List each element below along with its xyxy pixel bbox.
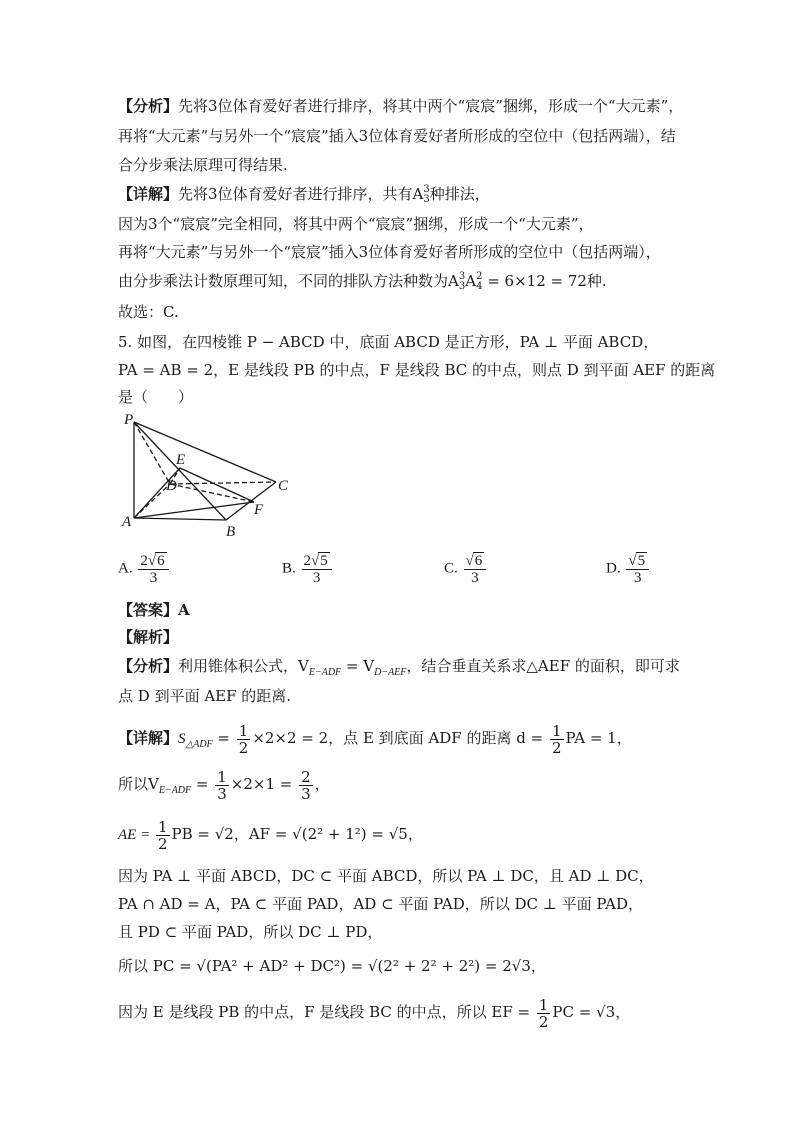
q5-line2: PA = AB = 2，E 是线段 PB 的中点，F 是线段 BC 的中点，则点 D 到平面 AEF 的距离: [118, 361, 716, 379]
frac-num: 1: [238, 721, 249, 740]
answer-text: 【答案】A: [118, 601, 190, 619]
detail-text: A: [465, 272, 477, 290]
label-E: E: [176, 452, 186, 468]
analysis-text: = V: [341, 657, 375, 675]
detail1-line2: 因为3个“宸宸”完全相同，将其中两个“宸宸”捆绑，形成一个“大元素”，: [118, 215, 594, 233]
detail-text: = 6×12 = 72种.: [482, 272, 607, 290]
detail2-line2: [118, 768, 330, 807]
detail2-line4: 因为 PA ⊥ 平面 ABCD，DC ⊂ 平面 ABCD，所以 PA ⊥ DC，且 AD ⊥ DC，: [118, 867, 654, 885]
volume-sub: D−AEF: [374, 667, 407, 678]
option-coef: 2: [303, 553, 312, 569]
analysis-tag: 【分析】: [118, 97, 179, 115]
frac-den: 2: [157, 834, 168, 853]
jiexi-text: 【解析】: [118, 628, 179, 646]
area-symbol: S: [178, 731, 186, 747]
edge-AB: [134, 518, 226, 520]
detail-text: PA = 1，: [565, 729, 632, 747]
option-radicand: 6: [474, 553, 483, 569]
detail-text-b: 种排法，: [429, 185, 490, 203]
analysis1-line3: 合分步乘法原理可得结果.: [118, 156, 288, 174]
q5-line1: 5. 如图，在四棱锥 P − ABCD 中，底面 ABCD 是正方形，PA ⊥ 平面 ABCD，: [118, 333, 659, 351]
label-B: B: [226, 524, 236, 540]
area-sub: △ADF: [185, 739, 213, 750]
label-A: A: [122, 514, 132, 530]
option-den: 3: [149, 570, 158, 586]
option-den: 3: [471, 570, 479, 586]
label-F: F: [254, 502, 264, 518]
edge-PD: [134, 422, 170, 484]
edge-DC: [170, 482, 276, 484]
detail1-line5: 故选：C.: [118, 303, 179, 321]
detail-text: ×2×1 =: [230, 775, 298, 793]
option-radicand: 6: [157, 553, 165, 569]
detail1-line4: 由分步乘法计数原理可知，不同的排队方法种数为A 3 3 A 2 4 = 6×12 = 72种.: [118, 271, 607, 292]
detail-text: ，: [314, 775, 330, 793]
detail2-line8: [118, 996, 630, 1030]
analysis-text: 利用锥体积公式，V: [178, 657, 309, 675]
frac-den: 2: [551, 738, 562, 757]
analysis1-line1: [118, 96, 683, 116]
option-letter: A.: [118, 560, 133, 577]
frac-num: 1: [157, 817, 168, 836]
detail-text: PB = √2，AF = √(2² + 1²) = √5，: [171, 825, 423, 843]
detail2-line7: 所以 PC = √(PA² + AD² + DC²) = √(2² + 2² + 2²) = 2√3，: [118, 957, 546, 975]
option-a[interactable]: A. $\frac{2√6}{3}$: [118, 552, 171, 586]
option-letter: C.: [444, 560, 458, 577]
detail-text: ×2×2 = 2，点 E 到底面 ADF 的距离 d =: [252, 729, 548, 747]
option-radicand: 5: [320, 553, 328, 569]
detail1-line3: 再将“大元素”与另外一个“宸宸”插入3位体育爱好者所形成的空位中（包括两端），: [118, 243, 661, 261]
frac-den: 2: [538, 1012, 549, 1031]
edge-DF: [170, 484, 254, 502]
option-b[interactable]: B. $\frac{2√5}{3}$: [282, 552, 334, 586]
equals: =: [212, 729, 235, 747]
option-letter: B.: [282, 560, 296, 577]
option-den: 3: [312, 570, 321, 586]
frac-den: 3: [301, 784, 311, 803]
analysis2-line1: [118, 656, 680, 683]
volume-sub: E−ADF: [158, 785, 192, 796]
option-d[interactable]: D. $\frac{√5}{3}$: [606, 552, 651, 586]
detail-text: 由分步乘法计数原理可知，不同的排队方法种数为A: [118, 272, 459, 290]
pyramid-figure: [118, 410, 298, 540]
edge-PC: [134, 422, 276, 482]
frac-num: 1: [551, 721, 562, 740]
option-den: 3: [633, 570, 642, 586]
volume-sub: E−ADF: [308, 667, 342, 678]
q5-line3: 是（ ）: [118, 388, 194, 406]
detail-text: AE =: [118, 827, 154, 843]
edge-EF: [180, 468, 254, 502]
option-coef: 2: [140, 553, 148, 569]
detail-text: 先将3位体育爱好者进行排序，共有A: [178, 185, 424, 203]
detail-text: PC = √3，: [552, 1003, 631, 1021]
label-D: D: [166, 478, 177, 494]
analysis1-line2: 再将“大元素”与另外一个“宸宸”插入3位体育爱好者所形成的空位中（包括两端），结: [118, 127, 676, 145]
frac-num: 2: [301, 767, 311, 786]
label-C: C: [278, 478, 289, 494]
perm-sup: 3: [423, 184, 430, 195]
detail2-line6: 且 PD ⊂ 平面 PAD，所以 DC ⊥ PD，: [118, 923, 383, 941]
edge-AF: [134, 502, 254, 518]
answer-line: [118, 600, 190, 620]
detail2-line3: [118, 818, 423, 852]
detail-text: 所以V: [118, 775, 159, 793]
analysis2-line2: 点 D 到平面 AEF 的距离.: [118, 687, 292, 705]
option-c[interactable]: C. $\frac{√6}{3}$: [444, 552, 488, 586]
option-letter: D.: [606, 560, 621, 577]
detail2-line5: PA ∩ AD = A，PA ⊂ 平面 PAD，AD ⊂ 平面 PAD，所以 DC ⊥ 平面 PAD，: [118, 895, 644, 913]
analysis-tag: 【分析】: [118, 657, 179, 675]
detail-tag: 【详解】: [118, 729, 179, 747]
label-P: P: [124, 412, 134, 428]
jiexi-line: [118, 627, 178, 647]
detail-text: 因为 E 是线段 PB 的中点，F 是线段 BC 的中点，所以 EF =: [118, 1003, 535, 1021]
detail-tag: 【详解】: [118, 185, 179, 203]
analysis-text: 先将3位体育爱好者进行排序，将其中两个“宸宸”捆绑，形成一个“大元素”，: [178, 97, 684, 115]
perm-sub: 3: [423, 194, 430, 205]
frac-den: 2: [238, 738, 249, 757]
detail1-line1: [118, 184, 490, 205]
equals: =: [191, 775, 214, 793]
frac-num: 1: [538, 995, 549, 1014]
frac-den: 3: [217, 784, 227, 803]
frac-num: 1: [217, 767, 227, 786]
option-radicand: 5: [637, 553, 646, 569]
analysis-text: ，结合垂直关系求△AEF 的面积，即可求: [406, 657, 680, 675]
detail2-line1: [118, 722, 632, 761]
